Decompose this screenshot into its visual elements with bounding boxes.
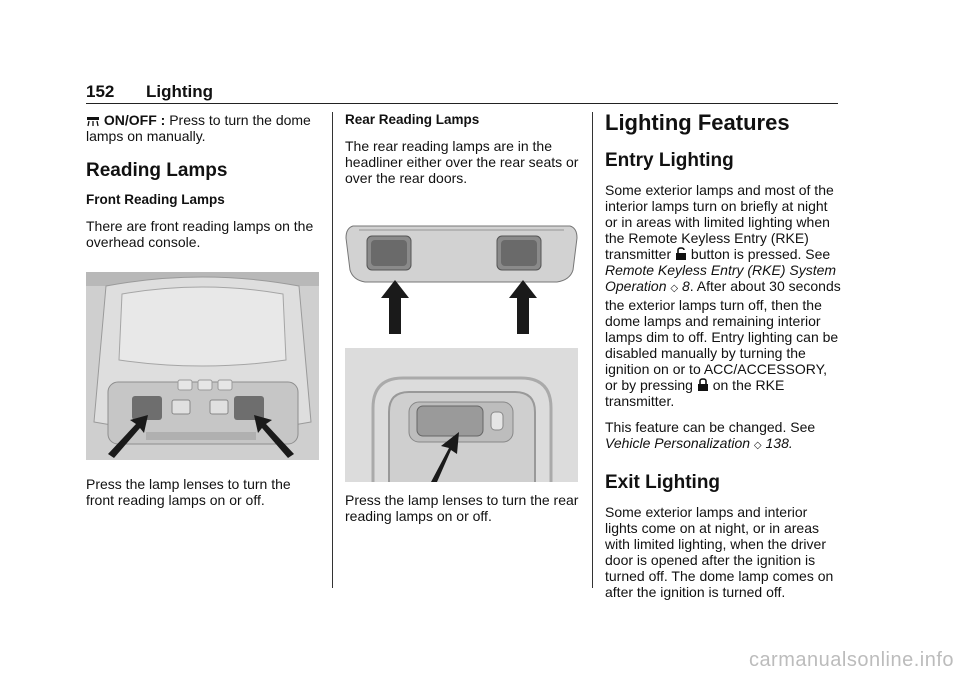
column-divider-2 <box>592 112 593 588</box>
rke-reference[interactable]: Remote Keyless Entry (RKE) System Operation <box>605 262 837 294</box>
column-1 <box>86 112 322 518</box>
front-caption: Press the lamp lenses to turn the front reading lamps on or off. <box>86 476 291 508</box>
rke-reference-page[interactable]: 8 <box>681 278 690 294</box>
personalization-text: This feature can be changed. See <box>605 419 816 435</box>
entry-lighting-heading: Entry Lighting <box>605 150 734 171</box>
rear-reading-lamps-subheading: Rear Reading Lamps <box>345 112 480 127</box>
header-rule <box>86 103 838 104</box>
entry-text-a: Some exterior lamps and most of the interior lamps turn on briefly at night or in areas with limited lighting when the Remote Keyless Entry (RKE) transmitter <box>605 182 834 262</box>
lock-icon <box>697 378 709 392</box>
dome-lamp-icon <box>86 116 100 127</box>
front-intro: There are front reading lamps on the overhead console. <box>86 218 314 250</box>
personalization-paragraph: This feature can be changed. See Vehicle Personalization ◇ 138. <box>605 419 816 451</box>
ref-arrow-icon: ◇ <box>670 283 679 294</box>
personalization-reference-page[interactable]: 138 <box>765 435 789 451</box>
rear-lamps-diagram-top <box>345 222 578 334</box>
entry-text-b: button is pressed. See <box>687 246 831 262</box>
entry-text-c: . After about 30 seconds the exterior lamps turn off, then the dome lamps and remaining interior lamps dim to off. Entry lighting can be disabled manually by turning the ignition on or to ACC/ACCESSORY, or by pressing <box>605 278 841 393</box>
exit-lighting-heading: Exit Lighting <box>605 472 721 493</box>
watermark: carmanualsonline.info <box>748 649 954 671</box>
front-reading-lamps-photo <box>86 272 319 460</box>
column-divider-1 <box>332 112 333 588</box>
ref-arrow-icon-2: ◇ <box>753 440 762 451</box>
personalization-reference[interactable]: Vehicle Personalization <box>605 435 751 451</box>
rear-caption: Press the lamp lenses to turn the rear reading lamps on or off. <box>345 492 579 524</box>
rear-lamps-photo-bottom <box>345 348 578 482</box>
onoff-text: Press to turn the dome lamps on manually. <box>86 112 311 144</box>
entry-lighting-paragraph <box>605 182 841 409</box>
front-reading-lamps-subheading: Front Reading Lamps <box>86 192 225 207</box>
unlock-icon <box>675 247 687 261</box>
section-title: Lighting <box>146 82 214 101</box>
reading-lamps-heading: Reading Lamps <box>86 160 228 181</box>
lighting-features-title: Lighting Features <box>605 110 790 135</box>
column-3 <box>605 112 841 610</box>
rear-intro: The rear reading lamps are in the headliner either over the rear seats or over the rear doors. <box>345 138 579 186</box>
entry-text-d: on the RKE transmitter. <box>605 377 785 409</box>
page-number: 152 <box>86 82 115 101</box>
onoff-label: ON/OFF : <box>103 112 166 128</box>
page-header <box>86 82 838 104</box>
onoff-paragraph <box>86 112 322 144</box>
exit-lighting-paragraph: Some exterior lamps and interior lights come on at night, or in areas with limited lighting, when the driver door is opened after the ignition is turned off. The dome lamp comes on after the ignition is turned off. <box>605 504 834 600</box>
column-2 <box>345 112 581 534</box>
